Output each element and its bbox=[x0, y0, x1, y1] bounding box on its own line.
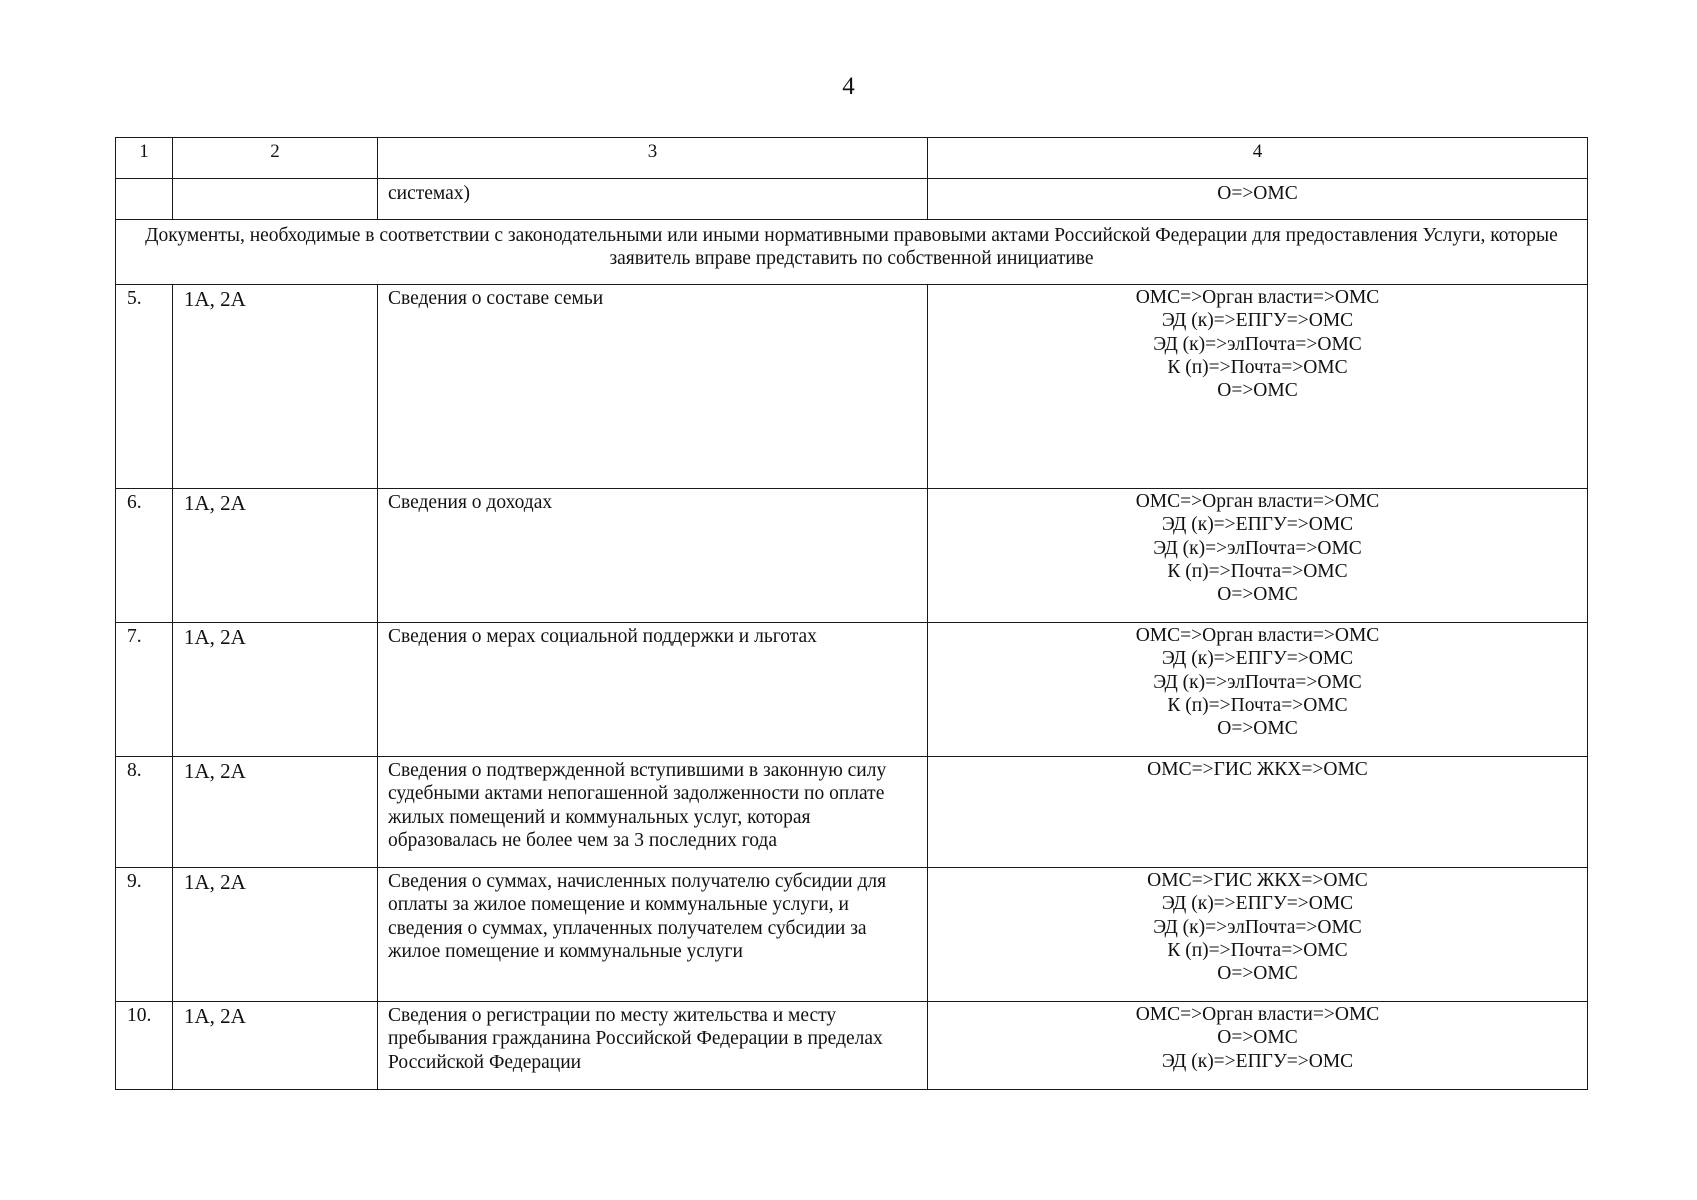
column-header-1: 1 bbox=[116, 138, 173, 179]
route-line: ЭД (к)=>ЕПГУ=>ОМС bbox=[1161, 1050, 1354, 1072]
row-number bbox=[116, 179, 173, 220]
row-document-name: Сведения о доходах bbox=[378, 489, 928, 623]
route-line: ОМС=>Орган власти=>ОМС bbox=[1135, 491, 1380, 512]
table-row bbox=[116, 623, 1588, 757]
route-line: О=>ОМС bbox=[1217, 380, 1298, 402]
page-number: 4 bbox=[842, 73, 855, 100]
route-line: ОМС=>Орган власти=>ОМС bbox=[1135, 1004, 1380, 1025]
row-routes bbox=[928, 489, 1588, 623]
row-document-name: системах) bbox=[378, 179, 928, 220]
row-number: 8. bbox=[116, 757, 173, 868]
documents-table bbox=[115, 137, 1588, 1090]
route-line: ЭД (к)=>ЕПГУ=>ОМС bbox=[1161, 893, 1354, 915]
row-document-name: Сведения о составе семьи bbox=[378, 285, 928, 489]
row-number: 5. bbox=[116, 285, 173, 489]
row-routes bbox=[928, 1002, 1588, 1090]
route-line: ОМС=>Орган власти=>ОМС bbox=[1135, 625, 1380, 646]
route-line: О=>ОМС bbox=[1217, 1027, 1298, 1049]
table-row bbox=[116, 868, 1588, 1002]
table-row bbox=[116, 285, 1588, 489]
route-line: К (п)=>Почта=>ОМС bbox=[1167, 939, 1348, 961]
row-applicant-codes: 1А, 2А bbox=[173, 868, 378, 1002]
route-line: ОМС=>Орган власти=>ОМС bbox=[1135, 287, 1380, 308]
route-line: ЭД (к)=>элПочта=>ОМС bbox=[1153, 537, 1362, 559]
table-row bbox=[116, 1002, 1588, 1090]
route-line: ЭД (к)=>элПочта=>ОМС bbox=[1153, 916, 1362, 938]
row-routes bbox=[928, 179, 1588, 220]
row-applicant-codes: 1А, 2А bbox=[173, 489, 378, 623]
row-applicant-codes: 1А, 2А bbox=[173, 623, 378, 757]
route-line: ЭД (к)=>ЕПГУ=>ОМС bbox=[1161, 648, 1354, 670]
row-document-name: Сведения о регистрации по месту жительства и месту пребывания гражданина Российской Федерации в пределах Российской Федерации bbox=[378, 1002, 928, 1090]
section-title: Документы, необходимые в соответствии с законодательными или иными нормативными правовыми актами Российской Федерации для предоставления Услуги, которые заявитель вправе представить по собственной инициативе bbox=[116, 220, 1588, 285]
row-number: 6. bbox=[116, 489, 173, 623]
section-row bbox=[116, 220, 1588, 285]
row-applicant-codes: 1А, 2А bbox=[173, 285, 378, 489]
route-line: О=>ОМС bbox=[1217, 963, 1298, 985]
table-row bbox=[116, 757, 1588, 868]
route-line: ОМС=>ГИС ЖКХ=>ОМС bbox=[1147, 870, 1368, 891]
table-row bbox=[116, 489, 1588, 623]
row-number: 7. bbox=[116, 623, 173, 757]
row-routes bbox=[928, 285, 1588, 489]
route-line: О=>ОМС bbox=[1217, 183, 1298, 204]
route-line: О=>ОМС bbox=[1217, 584, 1298, 606]
row-applicant-codes: 1А, 2А bbox=[173, 757, 378, 868]
row-routes bbox=[928, 623, 1588, 757]
route-line: К (п)=>Почта=>ОМС bbox=[1167, 560, 1348, 582]
route-line: О=>ОМС bbox=[1217, 718, 1298, 740]
row-applicant-codes: 1А, 2А bbox=[173, 1002, 378, 1090]
column-header-2: 2 bbox=[173, 138, 378, 179]
row-routes bbox=[928, 757, 1588, 868]
continuation-row bbox=[116, 179, 1588, 220]
column-header-4: 4 bbox=[928, 138, 1588, 179]
row-document-name: Сведения о подтвержденной вступившими в законную силу судебными актами непогашенной задолженности по оплате жилых помещений и коммунальных услуг, которая образовалась не более чем за 3 последних года bbox=[378, 757, 928, 868]
route-line: ЭД (к)=>ЕПГУ=>ОМС bbox=[1161, 514, 1354, 536]
row-document-name: Сведения о мерах социальной поддержки и льготах bbox=[378, 623, 928, 757]
route-line: ЭД (к)=>ЕПГУ=>ОМС bbox=[1161, 310, 1354, 332]
route-line: К (п)=>Почта=>ОМС bbox=[1167, 694, 1348, 716]
route-line: ЭД (к)=>элПочта=>ОМС bbox=[1153, 671, 1362, 693]
column-header-3: 3 bbox=[378, 138, 928, 179]
table-header-row bbox=[116, 138, 1588, 179]
route-line: ЭД (к)=>элПочта=>ОМС bbox=[1153, 333, 1362, 355]
route-line: ОМС=>ГИС ЖКХ=>ОМС bbox=[1147, 759, 1368, 780]
row-number: 9. bbox=[116, 868, 173, 1002]
row-applicant-codes bbox=[173, 179, 378, 220]
row-number: 10. bbox=[116, 1002, 173, 1090]
route-line: К (п)=>Почта=>ОМС bbox=[1167, 356, 1348, 378]
row-routes bbox=[928, 868, 1588, 1002]
row-document-name: Сведения о суммах, начисленных получателю субсидии для оплаты за жилое помещение и коммунальные услуги, и сведения о суммах, уплаченных получателем субсидии за жилое помещение и коммунальные услуги bbox=[378, 868, 928, 1002]
